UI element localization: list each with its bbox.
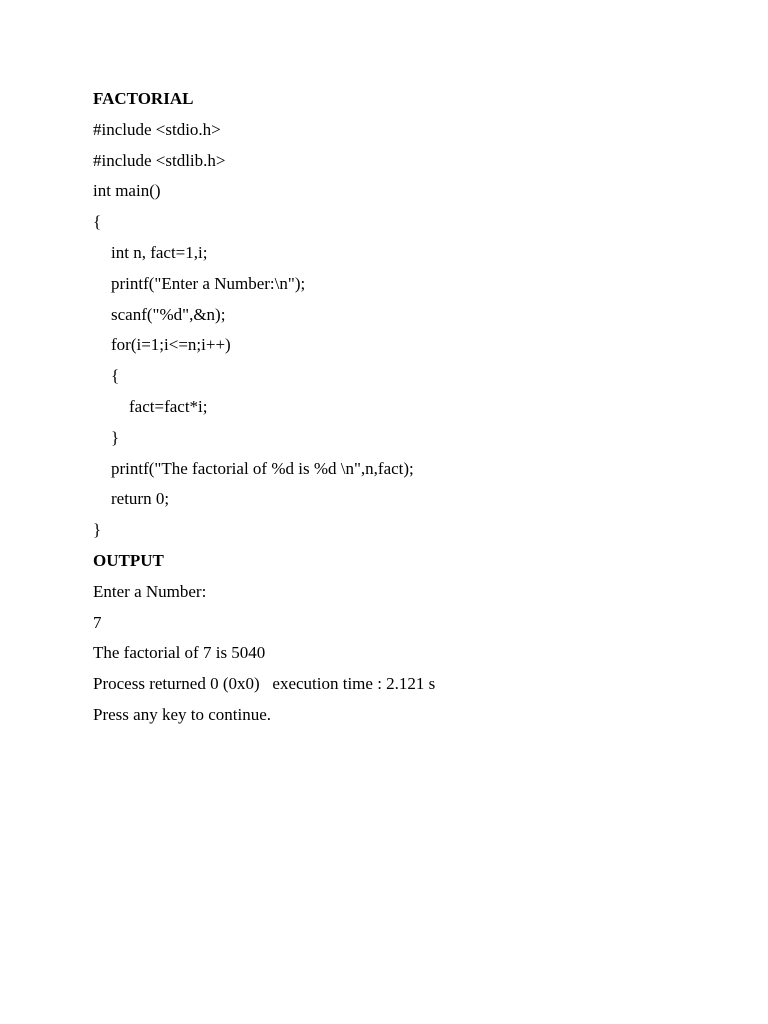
- output-line: Enter a Number:: [93, 581, 207, 601]
- code-line: fact=fact*i;: [129, 396, 208, 416]
- code-line: printf("Enter a Number:\n");: [111, 273, 306, 293]
- code-line: }: [93, 520, 102, 540]
- code-line: int n, fact=1,i;: [111, 242, 208, 262]
- section-heading-factorial: FACTORIAL: [93, 89, 194, 108]
- code-line: return 0;: [111, 489, 170, 509]
- output-line: 7: [93, 612, 102, 632]
- output-line: Process returned 0 (0x0) execution time : 2.121 s: [93, 674, 436, 694]
- code-line: #include <stdio.h>: [93, 119, 221, 139]
- code-line: for(i=1;i<=n;i++): [111, 335, 231, 355]
- code-line: int main(): [93, 181, 161, 201]
- code-line: scanf("%d",&n);: [111, 304, 226, 324]
- code-line: #include <stdlib.h>: [93, 150, 226, 170]
- code-line: }: [111, 427, 120, 447]
- code-line: {: [93, 212, 102, 232]
- code-listing: [93, 115, 733, 546]
- section-heading-output: OUTPUT: [93, 550, 164, 570]
- output-line: The factorial of 7 is 5040: [93, 643, 266, 663]
- code-line: printf("The factorial of %d is %d \n",n,fact);: [111, 458, 414, 478]
- output-line: Press any key to continue.: [93, 704, 271, 724]
- code-line: {: [111, 366, 120, 386]
- program-output: [93, 577, 733, 731]
- document-body: [93, 84, 733, 731]
